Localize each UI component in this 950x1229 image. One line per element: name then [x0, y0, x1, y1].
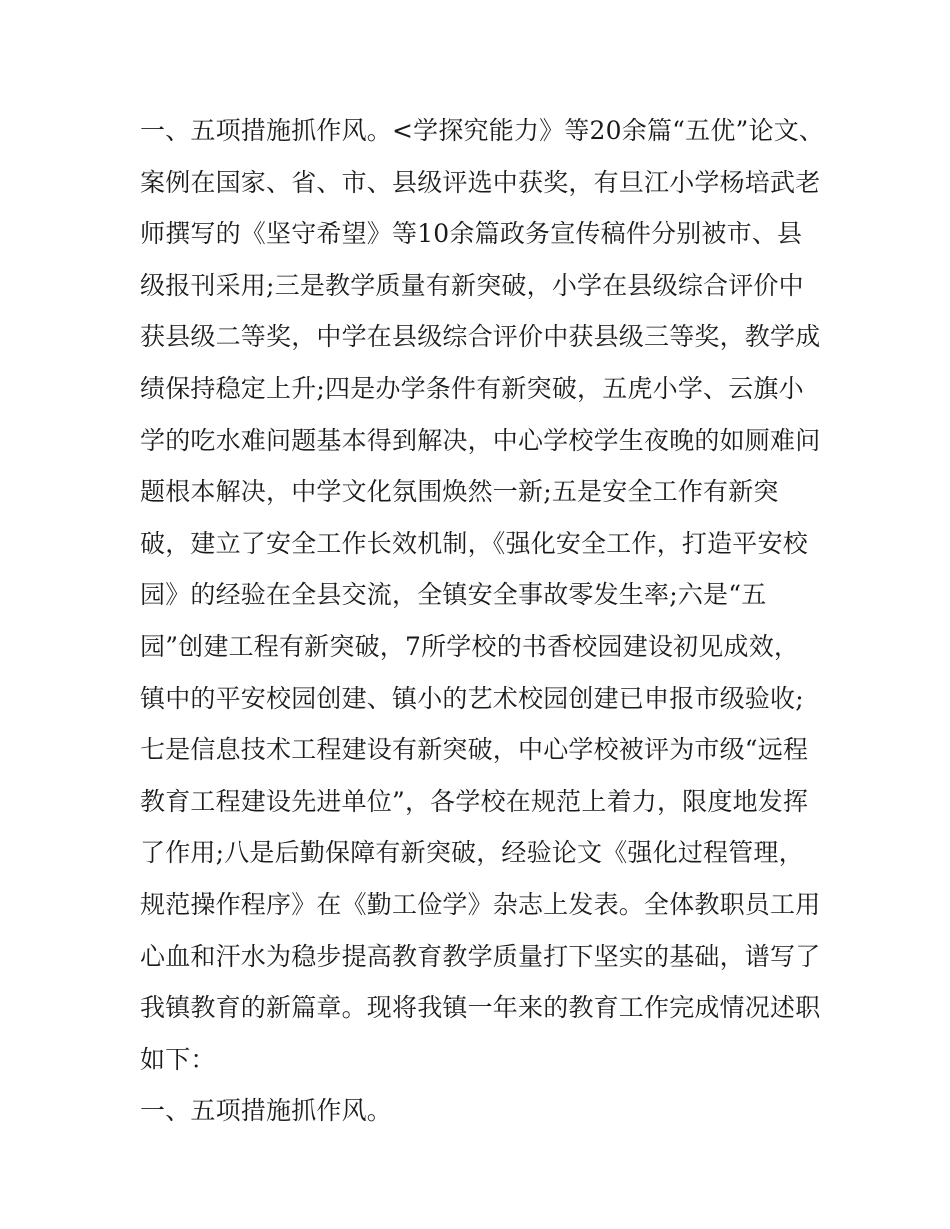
text-line: 获县级二等奖，中学在县级综合评价中获县级三等奖，教学成: [140, 322, 821, 352]
text-line: 园》的经验在全县交流，全镇安全事故零发生率;六是“五: [140, 580, 767, 610]
text-line: 题根本解决，中学文化氛围焕然一新;五是安全工作有新突: [140, 477, 779, 507]
body-text: [140, 105, 825, 1137]
text-line: 我镇教育的新篇章。现将我镇一年来的教育工作完成情况述职: [140, 993, 821, 1023]
text-line: 破，建立了安全工作长效机制，《强化安全工作，打造平安校: [140, 528, 808, 558]
text-line: 一、五项措施抓作风。: [140, 1096, 393, 1126]
text-line: 心血和汗水为稳步提高教育教学质量打下坚实的基础，谱写了: [140, 941, 821, 971]
text-line: 园”创建工程有新突破，7所学校的书香校园建设初见成效，: [140, 631, 800, 661]
text-line: 了作用;八是后勤保障有新突破，经验论文《强化过程管理，: [140, 838, 804, 868]
text-line: 绩保持稳定上升;四是办学条件有新突破，五虎小学、云旗小: [140, 373, 804, 403]
text-line: 七是信息技术工程建设有新突破，中心学校被评为市级“远程: [140, 735, 809, 765]
text-line: 学的吃水难问题基本得到解决，中心学校学生夜晚的如厕难问: [140, 425, 821, 455]
text-line: 一、五项措施抓作风。<学探究能力》等20余篇“五优”论文、: [140, 116, 825, 145]
text-line: 镇中的平安校园创建、镇小的艺术校园创建已申报市级验收;: [140, 683, 804, 713]
text-line: 案例在国家、省、市、县级评选中获奖，有旦江小学杨培武老: [140, 167, 821, 197]
text-line: 师撰写的《坚守希望》等10余篇政务宣传稿件分别被市、县: [140, 219, 803, 249]
text-line: 规范操作程序》在《勤工俭学》杂志上发表。全体教职员工用: [140, 889, 821, 919]
text-line: 教育工程建设先进单位”，各学校在规范上着力，限度地发挥: [140, 786, 809, 816]
text-line: 级报刊采用;三是教学质量有新突破，小学在县级综合评价中: [140, 270, 804, 300]
text-line: 如下：: [140, 1044, 216, 1074]
